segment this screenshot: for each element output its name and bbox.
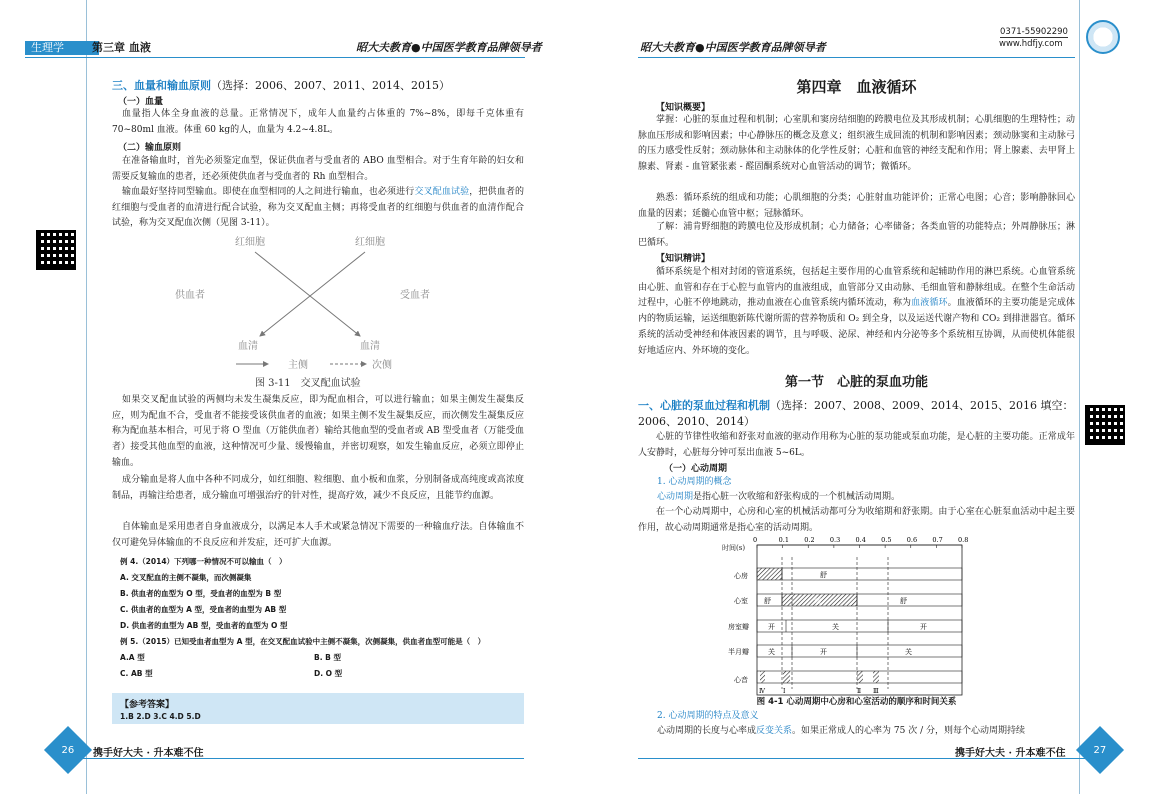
example-5-option-a: A.A 型 [120, 653, 145, 662]
time-tick-label: 0.2 [804, 536, 815, 544]
chapter-title: 第四章 血液循环 [796, 78, 917, 96]
website-url[interactable]: www.hdfjy.com [999, 39, 1063, 49]
figure-caption-4-1: 图 4-1 心动周期中心房和心室活动的顺序和时间关系 [756, 697, 957, 707]
chapter-header: 第三章 血液 [92, 41, 151, 54]
page-number-right: 27 [1076, 726, 1124, 774]
answers-list: 1.B 2.D 3.C 4.D 5.D [120, 712, 201, 721]
section-title-blood-volume: 三、血量和输血原则（选择：2006、2007、2011、2014、2015） [112, 79, 450, 92]
arrow-main-side [255, 252, 360, 336]
sound-label-ii: Ⅱ [857, 688, 862, 695]
ventricle-relax-label-1: 舒 [764, 597, 771, 605]
example-4-question: 例 4.（2014）下列哪一种情况不可以输血（ ） [120, 557, 287, 566]
section-1-title: 第一节 心脏的泵血功能 [784, 375, 928, 390]
row-label-heart-sound: 心音 [734, 676, 748, 684]
contact-phone: 0371-55902290 [1000, 27, 1068, 37]
time-tick-label: 0.6 [906, 536, 918, 544]
semi-close-label-1: 关 [768, 648, 775, 656]
av-valve-bar [757, 620, 962, 632]
paragraph-cycle-length: 心动周期的长度与心率成反变关系。如果正常成人的心率为 75 次 / 分，则每个心动周期持续 [657, 726, 1025, 736]
example-5-option-c: C. AB 型 [120, 669, 153, 678]
paragraph-understand: 了解：浦肯野细胞的跨膜电位及形成机制；心力储备；心率储备；各类血管的功能特点；外周静脉压；淋巴循环。 [638, 222, 1075, 248]
subject-label: 生理学 [31, 41, 64, 54]
time-tick-label: 0.8 [958, 536, 969, 544]
sub-heading-blood-volume: （一）血量 [118, 97, 164, 107]
paragraph-crossmatch: 输血最好坚持同型输血。即使在血型相同的人之间进行输血，也必须进行交叉配血试验，把供血者的红细胞与受血者的血清进行配合试验，称为交叉配血主侧；再将受血者的红细胞与供血者的血清作配合试验，称为交叉配血次侧（见图 3-11）。 [112, 187, 524, 229]
paragraph-cycle-phases: 在一个心动周期中，心房和心室的机械活动都可分为收缩期和舒张期。由于心室在心脏泵血活动中起主要作用，故心动周期通常是指心室的活动周期。 [638, 507, 1075, 533]
overview-label: 【知识概要】 [656, 103, 711, 113]
atrium-systole-bar [757, 568, 782, 580]
slogan-right: 携手好大夫 · 升本难不住 [955, 748, 1066, 759]
link-crossmatch[interactable]: 交叉配血试验 [414, 187, 470, 197]
item-1-heading: 1. 心动周期的概念 [657, 477, 732, 487]
page-number-left: 26 [44, 726, 92, 774]
label-serum-right: 血清 [360, 341, 380, 352]
paragraph-crossmatch-results: 如果交叉配血试验的两侧均未发生凝集反应，即为配血相合，可以进行输血；如果主侧发生凝集反应，则为配血不合，受血者不能接受该供血者的血液；如果主侧不发生凝集反应，而次侧发生凝集反应称为配血基本相合，可见于将 O 型血（万能供血者）输给其他血型的受血者或 AB 型受血者（万能受血者）接受其他血型的血液，这种情况可少量、缓慢输血，并密切观察，如发生输血反应，必须立即停止输血。 [112, 395, 524, 468]
brand-header-left: 昭大夫教育●中国医学教育品牌领导者 [356, 41, 542, 54]
link-cardiac-cycle[interactable]: 心动周期 [657, 492, 694, 502]
sound-label-iv: Ⅳ [759, 688, 765, 695]
label-rbc-left: 红细胞 [235, 237, 265, 248]
paragraph-master: 掌握：心脏的泵血过程和机制；心室肌和窦房结细胞的跨膜电位及其形成机制；心肌细胞的生理特性；动脉血压形成和影响因素；中心静脉压的概念及意义；组织液生成回流的机制和影响因素；颈动脉窦和主动脉弓的压力感受性反射；颈动脉体和主动脉体的化学性反射；心脏和血管的神经支配和作用；肾上腺素、去甲肾上腺素、肾素 - 血管紧张素 - 醛固酮系统对心血管活动的调节；微循环。 [638, 115, 1075, 173]
example-4-option-c: C. 供血者的血型为 A 型，受血者的血型为 AB 型 [120, 605, 287, 614]
answers-title: 【参考答案】 [120, 700, 175, 710]
subject-tab [25, 41, 99, 55]
left-page-margin-line [86, 0, 87, 794]
paragraph-cycle-definition: 心动周期是指心脏一次收缩和舒张构成的一个机械活动周期。 [657, 492, 901, 502]
semilunar-valve-bar [757, 645, 962, 657]
qr-code-left[interactable] [36, 230, 76, 270]
arrow-minor-side [260, 252, 365, 336]
qr-code-right[interactable] [1085, 405, 1125, 445]
sound-i-mark [783, 671, 790, 683]
row-label-av-valve: 房室瓣 [728, 623, 749, 631]
figure-caption-3-11: 图 3-11 交叉配血试验 [255, 378, 361, 389]
paragraph-autologous-transfusion: 自体输血是采用患者自身血液成分，以满足本人手术或紧急情况下需要的一种输血疗法。自体输血不仅可避免异体输血的不良反应和并发症，还可扩大血源。 [112, 522, 524, 548]
sound-iv-mark [760, 671, 765, 683]
time-tick-labels [753, 536, 968, 548]
example-4-option-d: D. 供血者的血型为 AB 型，受血者的血型为 O 型 [120, 621, 288, 630]
atrium-diastole-bar [782, 568, 962, 580]
label-donor: 供血者 [175, 290, 205, 301]
time-tick-label: 0.1 [778, 536, 789, 544]
paragraph-blood-typing: 在准备输血时，首先必须鉴定血型，保证供血者与受血者的 ABO 血型相合。对于生育年龄的妇女和需要反复输血的患者，还必须使供血者与受血者的 Rh 血型相合。 [112, 156, 524, 182]
example-4-option-a: A. 交叉配血的主侧不凝集，而次侧凝集 [120, 573, 252, 582]
topic-1-title: 一、心脏的泵血过程和机制（选择：2007、2008、2009、2014、2015、2016 填空：2006、2010、2014） [638, 399, 1074, 428]
label-serum-left: 血清 [238, 341, 258, 352]
example-5-question: 例 5.（2015）已知受血者血型为 A 型，在交叉配血试验中主侧不凝集，次侧凝集，供血者血型可能是（ ） [120, 637, 486, 646]
sub-heading-cardiac-cycle: （一）心动周期 [664, 464, 728, 474]
header-rule-right [638, 57, 1075, 58]
label-recipient: 受血者 [400, 290, 430, 301]
detail-label: 【知识精讲】 [656, 254, 711, 264]
paragraph-blood-volume: 血量指人体全身血液的总量。正常情况下，成年人血量约占体重的 7%~8%，即每千克体重有 70~80ml 血液。体重 60 kg的人，血量为 4.2~4.8L。 [112, 109, 524, 135]
time-tick-label: 0 [753, 536, 758, 544]
time-axis-label: 时间(s) [722, 544, 746, 552]
row-label-atrium: 心房 [734, 572, 748, 580]
ventricle-contract-label: 缩 [814, 597, 821, 605]
brand-seal-logo [1086, 20, 1120, 54]
example-4-option-b: B. 供血者的血型为 O 型，受血者的血型为 B 型 [120, 589, 282, 598]
sub-heading-transfusion: （二）输血原则 [118, 143, 182, 153]
sound-label-iii: Ⅲ [873, 688, 879, 695]
time-tick-label: 0.4 [855, 536, 866, 544]
paragraph-familiar: 熟悉：循环系统的组成和功能；心肌细胞的分类；心脏射血功能评价；正常心电图；心音；影响静脉回心血量的因素；延髓心血管中枢；冠脉循环。 [638, 193, 1075, 219]
row-label-ventricle: 心室 [734, 597, 748, 605]
link-blood-circulation[interactable]: 血液循环 [911, 298, 948, 309]
paragraph-circulation-intro: 循环系统是个相对封闭的管道系统，包括起主要作用的心血管系统和起辅助作用的淋巴系统。心血管系统由心脏、血管和存在于心腔与血管内的血液组成，血管部分又由动脉、毛细血管和静脉组成。在整个生命活动过程中，心脏不停地跳动，推动血液在心血管系统内循环流动，称为血液循环。血液循环的主要功能是完成体内的物质运输，运送细胞新陈代谢所需的营养物质和 O₂ 到全身，以及运送代谢产物和 CO₂ 到排泄器官。循环系统的活动受神经和体液因素的调节，且与呼吸、泌尿、神经和内分泌等多个系统相互协调，从而使机体能很好地适应内、外环境的变化。 [638, 267, 1075, 356]
time-tick-label: 0.5 [881, 536, 892, 544]
paragraph-component-transfusion: 成分输血是将人血中各种不同成分，如红细胞、粒细胞、血小板和血浆，分别制备成高纯度或高浓度制品，再输注给患者，成分输血可增强治疗的针对性，提高疗效，减少不良反应，且能节约血源。 [112, 475, 524, 501]
brand-header-right: 昭大夫教育●中国医学教育品牌领导者 [640, 41, 826, 54]
time-tick-label: 0.7 [932, 536, 943, 544]
crossmatch-diagram [160, 232, 460, 390]
example-5-option-d: D. O 型 [314, 669, 343, 678]
sound-label-i: Ⅰ [783, 688, 786, 695]
sound-ii-mark [857, 671, 863, 683]
label-main-side: 主侧 [288, 360, 308, 371]
link-inverse-relation[interactable]: 反变关系 [756, 726, 793, 736]
label-minor-side: 次侧 [372, 360, 392, 371]
ventricle-relax-label-2: 舒 [900, 597, 907, 605]
label-rbc-right: 红细胞 [355, 237, 385, 248]
slogan-left: 携手好大夫 · 升本难不住 [93, 748, 204, 759]
header-rule-left [25, 57, 525, 58]
av-open-label-2: 开 [920, 623, 927, 631]
example-5-option-b: B. B 型 [314, 653, 342, 662]
item-2-heading: 2. 心动周期的特点及意义 [657, 711, 759, 721]
sound-iii-mark [873, 671, 879, 683]
atrium-relax-label: 舒 [820, 571, 827, 579]
av-open-label-1: 开 [768, 623, 775, 631]
semi-open-label: 开 [820, 648, 827, 656]
right-page-margin-line [1079, 0, 1080, 794]
semi-close-label-2: 关 [905, 648, 912, 656]
ventricle-diastole-bar [857, 594, 962, 606]
cardiac-cycle-diagram [720, 533, 980, 705]
paragraph-pump-function: 心脏的节律性收缩和舒张对血液的驱动作用称为心脏的泵功能或泵血功能，是心脏的主要功能。正常成年人安静时，心脏每分钟可泵出血液 5~6L。 [638, 432, 1075, 458]
row-label-semilunar-valve: 半月瓣 [728, 648, 749, 656]
time-tick-label: 0.3 [829, 536, 841, 544]
av-close-label: 关 [832, 623, 839, 631]
